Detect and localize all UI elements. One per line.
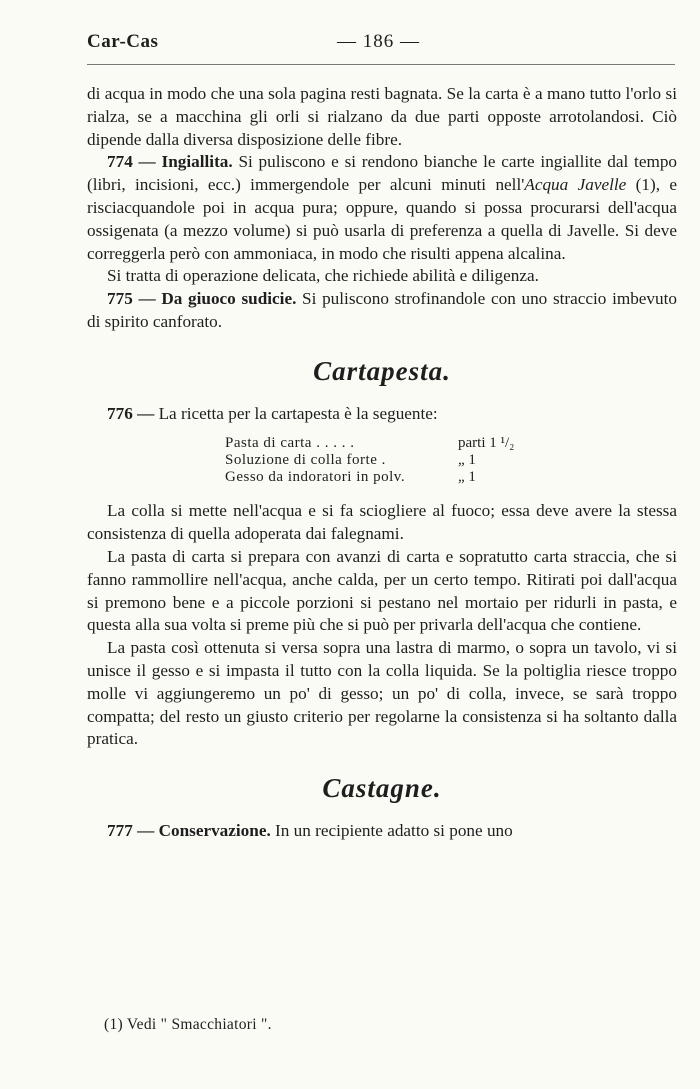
entry-777 <box>87 820 677 843</box>
page-header <box>87 28 675 62</box>
recipe-ingredient: Soluzione di colla forte . <box>225 452 386 469</box>
recipe-ingredient: Pasta di carta . . . . . <box>225 435 355 452</box>
entry-text: In un recipiente adatto si pone uno <box>270 820 513 840</box>
recipe-row <box>225 469 677 486</box>
footnote: (1) Vedi " Smacchiatori ". <box>104 1016 272 1033</box>
entry-italic-term: Acqua Javelle <box>524 175 627 195</box>
running-head: Car-Cas <box>87 31 159 52</box>
entry-number: 775 — <box>107 289 156 309</box>
entry-number: 774 — <box>107 152 156 172</box>
recipe-row <box>225 435 677 452</box>
entry-number: 776 — <box>107 403 155 423</box>
recipe-row <box>225 452 677 469</box>
page-number: — 186 — <box>337 31 420 52</box>
section-title-cartapesta: Cartapesta. <box>313 355 451 386</box>
entry-text: Si puliscono e si rendono bianche le carte ingiallite dal tempo (libri, incisioni, ecc.) immergendole per alcuni minuti nell' <box>87 152 678 195</box>
recipe-ingredient: Gesso da indoratori in polv. <box>225 469 406 486</box>
entry-number: 777 — <box>107 820 155 840</box>
entry-text: Si puliscono strofinandole con uno straccio imbevuto di spirito canforato. <box>87 289 677 331</box>
recipe-quantity: parti 1 ¹/₂ <box>458 435 515 452</box>
header-rule <box>87 64 675 65</box>
section-title-castagne: Castagne. <box>322 773 442 804</box>
entry-text: (1), e risciacquandole poi in acqua pura; oppure, quando si possa procurarsi dell'acqua ossigenata (a mezzo volume) si può usarla di preferenza a quella di Javelle. Si deve correggerla però con ammoniaca, in modo che risulti appena alcalina. <box>87 175 677 263</box>
recipe-quantity: „ 1 <box>458 469 476 486</box>
entry-776 <box>87 403 677 426</box>
entry-text: La ricetta per la cartapesta è la seguente: <box>154 403 438 423</box>
entry-title: Conservazione. <box>158 820 271 840</box>
paragraph-note: Si tratta di operazione delicata, che richiede abilità e diligenza. <box>107 266 539 286</box>
entry-title: Ingiallita. <box>161 152 233 172</box>
paragraph-ottenuta: La pasta così ottenuta si versa sopra una lastra di marmo, o sopra un tavolo, vi si unisce il gesso e si impasta il tutto con la colla liquida. Se la poltiglia riesce troppo molle vi aggiungeremo un po' di gesso; un po' di colla, invece, se sarà troppo compatta; del resto un giusto criterio per regolarne la consistenza si ha soltanto dalla pratica. <box>87 638 677 749</box>
entry-title: Da giuoco sudicie. <box>161 289 297 309</box>
recipe-quantity: „ 1 <box>458 452 476 469</box>
paragraph-pasta: La pasta di carta si prepara con avanzi di carta e sopratutto carta straccia, che si fanno rammollire nell'acqua, anche calda, per un certo tempo. Ritirati poi dall'acqua si premono bene e a piccole porzioni si pestano nel mortaio per ridurli in pasta, e questa alla sua volta si preme più che si può per privarla dell'acqua che contiene. <box>87 546 677 635</box>
entry-775 <box>87 288 677 334</box>
recipe-table <box>225 435 677 486</box>
paragraph-colla: La colla si mette nell'acqua e si fa sciogliere al fuoco; essa deve avere la stessa consistenza di quella adoperata dai falegnami. <box>87 501 677 544</box>
paragraph-intro: di acqua in modo che una sola pagina resti bagnata. Se la carta è a mano tutto l'orlo si rialza, se a macchina gli orli si rialzano da due parti opposte arrotolandosi. Ciò dipende dalla diversa disposizione delle fibre. <box>87 84 677 149</box>
page-body <box>87 83 677 843</box>
entry-774 <box>87 151 677 265</box>
